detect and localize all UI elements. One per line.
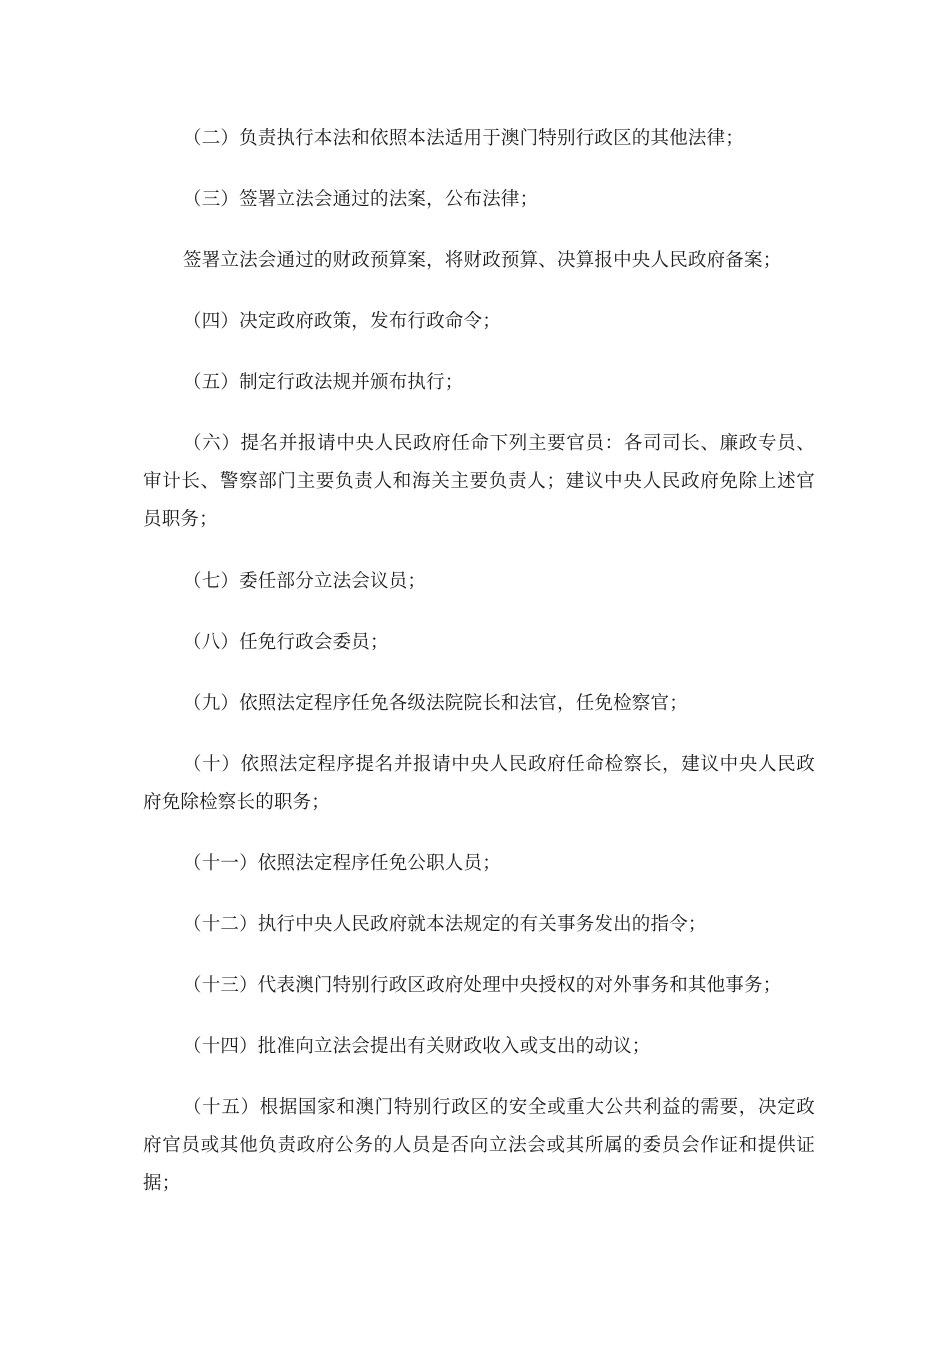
paragraph-item-8: （八）任免行政会委员；	[183, 632, 389, 653]
paragraph-item-6: （六）提名并报请中央人民政府任命下列主要官员：各司司长、廉政专员、审计长、警察部门主要负责人和海关主要负责人；建议中央人民政府免除上述官员职务；	[143, 433, 815, 530]
paragraph-budget: 签署立法会通过的财政预算案，将财政预算、决算报中央人民政府备案；	[183, 250, 782, 271]
paragraph-item-4: （四）决定政府政策，发布行政命令；	[183, 311, 501, 332]
paragraph-item-12: （十二）执行中央人民政府就本法规定的有关事务发出的指令；	[183, 914, 707, 935]
paragraph-item-14: （十四）批准向立法会提出有关财政收入或支出的动议；	[183, 1036, 651, 1057]
paragraph-item-9: （九）依照法定程序任免各级法院院长和法官，任免检察官；	[183, 693, 688, 714]
paragraph-item-3: （三）签署立法会通过的法案，公布法律；	[183, 189, 539, 210]
paragraph-item-11: （十一）依照法定程序任免公职人员；	[183, 853, 501, 874]
paragraph-item-13: （十三）代表澳门特别行政区政府处理中央授权的对外事务和其他事务；	[183, 975, 782, 996]
paragraph-item-7: （七）委任部分立法会议员；	[183, 571, 427, 592]
paragraph-item-2: （二）负责执行本法和依照本法适用于澳门特别行政区的其他法律；	[183, 128, 745, 149]
paragraph-item-5: （五）制定行政法规并颁布执行；	[183, 372, 464, 393]
paragraph-item-10: （十）依照法定程序提名并报请中央人民政府任命检察长，建议中央人民政府免除检察长的职务；	[143, 754, 815, 813]
paragraph-item-15: （十五）根据国家和澳门特别行政区的安全或重大公共利益的需要，决定政府官员或其他负责政府公务的人员是否向立法会或其所属的委员会作证和提供证据；	[143, 1097, 815, 1194]
